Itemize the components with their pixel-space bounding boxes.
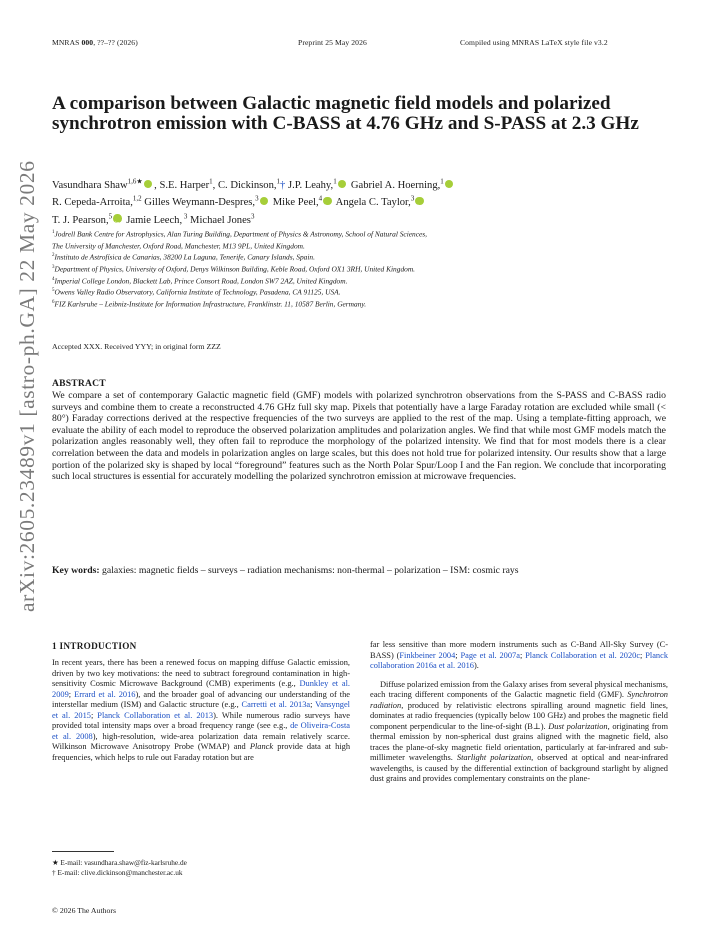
author-name: Jamie Leech, [123,214,183,226]
orcid-icon[interactable] [445,180,454,189]
journal-header: MNRAS 000, ??–?? (2026) [52,38,138,47]
affiliation: $^6$FIZ Karlsruhe – Leibniz-Institute for Information Infrastructure, Franklinstr. 11, 10587 Berlin, Germany. [52,299,367,309]
orcid-icon[interactable] [338,180,347,189]
accepted-line: Accepted XXX. Received YYY; in original form ZZZ [52,342,221,351]
paragraph: In recent years, there has been a renewed focus on mapping diffuse Galactic emission, driven by two key motivations: the need to subtract foreground contamination in high-sensitivity Cosmic Microwave Background (CMB) experiments (e.g., Dunkley et al. 2009; Errard et al. 2016), and the broader goal of advancing our understanding of the interstellar medium (ISM) and Galactic structure (e.g., Carretti et al. 2013a; Vansyngel et al. 2015; Planck Collaboration et al. 2013). While numerous radio surveys have provided total intensity maps over a broad frequency range (see e.g., de Oliveira-Costa et al. 2008), high-resolution, wide-area polarization data remain relatively scarce. Wilkinson Microwave Anisotropy Probe (WMAP) and Planck provide data at high frequencies, which helps to rule out Faraday rotation but are [52,658,351,762]
orcid-icon[interactable] [323,197,332,206]
orcid-icon[interactable] [144,180,153,189]
compiled-note: Compiled using MNRAS LaTeX style file v3.2 [460,38,608,47]
orcid-icon[interactable] [260,197,269,206]
affiliation: $^1$Jodrell Bank Centre for Astrophysics, Alan Turing Building, Department of Physics & Astronomy, School of Natural Sciences, [52,229,428,239]
author-name: Gabriel A. Hoerning, [348,180,441,191]
paragraph: far less sensitive than more modern instruments such as C-Band All-Sky Survey (C-BASS) (Finkbeiner 2004; Page et al. 2007a; Planck Collaboration et al. 2020c; Planck collaboration 2016a et al. 2016). [370,640,669,670]
right-column [370,640,668,785]
citation-link[interactable]: Finkbeiner 2004 [399,650,456,660]
abstract-text: We compare a set of contemporary Galactic magnetic field (GMF) models with polarized synchrotron observations from the S-PASS and C-BASS radio surveys and combine them to create a reconstructed 4.76 GHz full sky map. Pixels that potentially have a large Faraday rotation are excluded while small (< 80°) Faraday corrections derived at the respective frequencies of the two surveys are applied to the rest of the map. Using a template-fitting approach, we evaluate the ability of each model to reproduce the observed polarization amplitudes and polarization angles. We find that while most GMF models match the polarization angles reasonably well, they often fail to reproduce the morphology of the polarized intensity. We find that for most models there is a clear correlation between the data and models in polarization angles on large scales, but this does not hold true for polarized intensity. Our results show that a large portion of the polarized sky is shaped by local “foreground” features such as the North Polar Spur/Loop I and the Fan region. We conclude that incorporating such local structures is essential for accurately modelling the polarized synchrotron emission at microwave frequencies. [52,390,666,483]
citation-link[interactable]: Planck collaboration 2016a et al. 2016 [370,650,669,670]
affiliation: $^5$Owens Valley Radio Observatory, California Institute of Technology, Pasadena, CA 91125, USA. [52,287,341,297]
affiliation: $^3$Department of Physics, University of Oxford, Denys Wilkinson Building, Keble Road, Oxford OX1 3RH, United Kingdom. [52,264,416,274]
affiliation-list [52,228,672,310]
author-name: Mike Peel, [270,197,319,209]
author-name: Michael Jones [187,214,251,226]
footnote: † E-mail: clive.dickinson@manchester.ac.uk [52,868,183,877]
citation-link[interactable]: Errard et al. 2016 [74,689,136,699]
author-name: T. J. Pearson, [52,214,109,226]
citation-link[interactable]: Carretti et al. 2013a [241,700,311,709]
author-name: J.P. Leahy, [285,180,334,191]
affiliation: The University of Manchester, Oxford Road, Manchester, M13 9PL, United Kingdom. [52,241,305,251]
keywords-label: Key words: [52,565,100,576]
citation-link[interactable]: Vansyngel et al. 2015 [52,700,350,720]
author-name: Angela C. Taylor, [333,197,411,209]
citation-link[interactable]: Planck Collaboration et al. 2020c [525,650,641,660]
footnote: ★ E-mail: vasundhara.shaw@fiz-karlsruhe.de [52,858,187,867]
orcid-icon[interactable] [113,214,122,223]
citation-link[interactable]: Page et al. 2007a [460,650,520,660]
paragraph: Diffuse polarized emission from the Galaxy arises from several physical mechanisms, each tracing different components of the Galactic magnetic field (GMF). Synchrotron radiation, produced by relativistic electrons spiralling around magnetic field lines, dominates at radio frequencies (typically below 100 GHz) and probes the magnetic field component perpendicular to the line-of-sight (B⊥). Dust polarization, originating from thermal emission by non-spherical dust grains aligned with the magnetic field, also traces the plane-of-sky magnetic field orientation, particularly at far-infrared and sub-millimeter wavelengths. Starlight polarization, observed at optical and near-infrared wavelengths, is caused by the differential extinction of background starlight by aligned dust grains and provides complementary constraints on the plane- [370,679,669,783]
footnote-mark[interactable]: † [280,180,286,191]
orcid-icon[interactable] [415,197,424,206]
affiliation: $^4$Imperial College London, Blackett Lab, Prince Consort Road, London SW7 2AZ, United Kingdom. [52,276,348,286]
citation-link[interactable]: Dunkley et al. 2009 [52,679,350,699]
preprint-date: Preprint 25 May 2026 [298,38,367,47]
footnote-rule [52,851,114,852]
journal-volume: 000 [81,38,94,47]
abstract-heading: ABSTRACT [52,378,106,389]
affiliation: $^2$Instituto de Astrofísica de Canarias, 38200 La Laguna, Tenerife, Canary Islands, Spain. [52,252,315,262]
paper-title: A comparison between Galactic magnetic field models and polarized synchrotron emission with C-BASS at 4.76 GHz and S-PASS at 2.3 GHz [52,93,639,134]
section-heading: 1 INTRODUCTION [52,641,137,651]
keywords-text: galaxies: magnetic fields – surveys – radiation mechanisms: non-thermal – polarization – ISM: cosmic rays [102,565,519,576]
left-column [52,658,350,763]
citation-link[interactable]: Planck Collaboration et al. 2013 [97,710,214,720]
citation-link[interactable]: de Oliveira-Costa et al. 2008 [52,721,350,741]
author-name: Vasundhara Shaw [52,180,128,191]
copyright: © 2026 The Authors [52,906,117,915]
author-name: R. Cepeda-Arroita, [52,197,133,209]
keywords [52,565,666,577]
author-name: , C. Dickinson, [212,180,277,191]
author-name: Gilles Weymann-Despres, [141,197,256,209]
author-list: Vasundhara Shaw$^{1,6★}$iD , S.E. Harper$^1$, C. Dickinson,$^1$† J.P. Leahy,$^1$iD Gabriel A. Hoerning,$^1$iD R. Cepeda-Arroita,$^{1,2}$ Gilles Weymann-Despres,$^3$iD Mike Peel,$^4$iD Angela C. Taylor,$^3$iD T. J. Pearson,$^5$iD Jamie Leech, $^3$ Michael Jones$^3$ [52,177,672,229]
author-name: , S.E. Harper [154,180,210,191]
arxiv-stamp[interactable]: arXiv:2605.23489v1 [astro-ph.GA] 22 May 2026 [15,160,39,612]
